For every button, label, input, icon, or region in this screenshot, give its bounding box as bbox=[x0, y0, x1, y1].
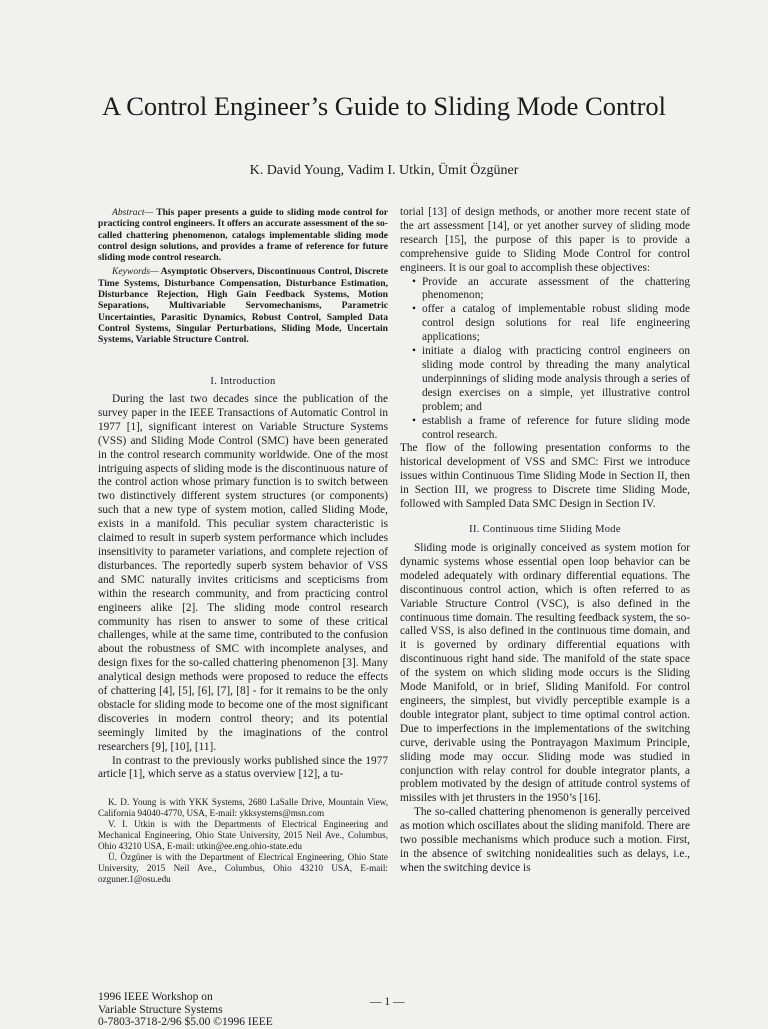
keywords-text: Asymptotic Observers, Discontinuous Control, Discrete Time Systems, Disturbance Compensation, Disturbance Estimation, Disturbance Rejection, High Gain Feedback Systems, Motion Separations, Multivariable Servomechanisms, Parametric Uncertainties, Parasitic Dynamics, Robust Control, Sampled Data Control Systems, Singular Perturbations, Sliding Mode, Uncertain Systems, Variable Structure Control. bbox=[98, 266, 388, 346]
objective-item: • establish a frame of reference for future sliding mode control research. bbox=[400, 415, 690, 443]
introduction-paragraph-1: During the last two decades since the publication of the survey paper in the IEEE Transactions of Automatic Control in 1977 [1], significant interest on Variable Structure Systems (VSS) and Sliding Mode Control (SMC) have been generated in the control research community worldwide. One of the most intriguing aspects of sliding mode is the discontinuous nature of the control action whose primary function is to switch between two distinctively different system structures (or components) such that a new type of system motion, called Sliding Mode, exists in a manifold. This peculiar system characteristic is claimed to result in superb system performance which includes insensitivity to parameter variations, and complete rejection of disturbances. The reportedly superb system behavior of VSS and SMC naturally invites criticisms and scepticisms from within the research community, and from practicing control engineers alike [2]. The sliding mode control research community has risen to answer to some of these critical challenges, while at the same time, contributed to the confusion about the robustness of SMC with incomplete analyses, and design fixes for the so-called chattering phenomenon [3]. Many analytical design methods were proposed to reduce the effects of chattering [4], [5], [6], [7], [8] - for it remains to be the only obstacle for sliding mode to become one of the most significant discoveries in modern control theory; and its potential seemingly limited by the imaginations of the control researchers [9], [10], [11]. bbox=[98, 393, 388, 753]
keywords-label: Keywords— bbox=[112, 266, 159, 278]
objective-item: • offer a catalog of implementable robust sliding mode control design solutions for real life engineering applications; bbox=[400, 303, 690, 345]
right-paragraph-1: torial [13] of design methods, or another more recent state of the art assessment [14], or yet another survey of sliding mode research [15], the purpose of this paper is to provide a comprehensive guide to Sliding Mode Control for control engineers. It is our goal to accomplish these objectives: bbox=[400, 206, 690, 274]
footer-line-3: 0-7803-3718-2/96 $5.00 ©1996 IEEE bbox=[98, 1016, 273, 1028]
introduction-body bbox=[98, 393, 388, 782]
abstract-text: This paper presents a guide to sliding mode control for practicing control engineers. It offers an accurate assessment of the so-called chattering phenomenon, catalogs implementable sliding mode control design solutions, and provides a frame of reference for future sliding mode control research. bbox=[98, 207, 388, 264]
right-column-intro bbox=[400, 206, 690, 512]
continuous-time-body bbox=[400, 542, 690, 876]
right-paragraph-2: The flow of the following presentation conforms to the historical development of VSS and SMC: First we introduce issues within Continuous Time Sliding Mode in Section II, then in Section III, we progress to Discrete time Sliding Mode, followed with Sampled Data SMC Design in Section IV. bbox=[400, 442, 690, 511]
footer-line-2: Variable Structure Systems bbox=[98, 1003, 223, 1016]
objectives-list bbox=[400, 276, 690, 443]
abstract-label: Abstract— bbox=[112, 207, 154, 218]
footnote-utkin: V. I. Utkin is with the Departments of Electrical Engineering and Mechanical Engineering, Ohio State University, 2015 Neil Ave., Columbus, Ohio 43210 USA, E-mail: utkin@ee.eng.ohio-state.edu bbox=[98, 819, 388, 851]
abstract-paragraph bbox=[98, 207, 388, 263]
objective-item: • initiate a dialog with practicing control engineers on sliding mode control by threading the many analytical underpinnings of sliding mode analysis through a series of design exercises on a simple, yet illustrative control problem; and bbox=[400, 345, 690, 415]
footer-line-1: 1996 IEEE Workshop on bbox=[98, 991, 213, 1003]
section-heading-continuous-time: II. Continuous time Sliding Mode bbox=[469, 524, 621, 535]
page-number: — 1 — bbox=[370, 996, 405, 1008]
section-heading-introduction: I. Introduction bbox=[210, 376, 276, 387]
keywords-paragraph bbox=[98, 266, 388, 345]
paper-title: A Control Engineer’s Guide to Sliding Mode Control bbox=[101, 91, 667, 121]
footnote-young: K. D. Young is with YKK Systems, 2680 LaSalle Drive, Mountain View, California 94040-4770, USA, E-mail: ykksystems@msn.com bbox=[98, 797, 388, 818]
conference-footer bbox=[98, 991, 273, 1029]
introduction-paragraph-2: In contrast to the previously works published since the 1977 article [1], which serve as a status overview [12], a tu- bbox=[98, 754, 388, 781]
objective-item: • Provide an accurate assessment of the chattering phenomenon; bbox=[400, 276, 690, 304]
footnote-ozguner: Ü. Özgüner is with the Department of Electrical Engineering, Ohio State University, 2015 Neil Ave., Columbus, Ohio 43210 USA, E-mail: ozguner.1@osu.edu bbox=[98, 852, 388, 884]
continuous-paragraph-2: The so-called chattering phenomenon is generally perceived as motion which oscillates about the sliding manifold. There are two possible mechanisms which produce such a motion. First, in the absence of switching nonidealities such as delays, i.e., when the switching device is bbox=[400, 806, 690, 874]
footnotes bbox=[98, 797, 388, 885]
paper-authors: K. David Young, Vadim I. Utkin, Ümit Özgüner bbox=[249, 163, 519, 178]
continuous-paragraph-1: Sliding mode is originally conceived as system motion for dynamic systems whose essential open loop behavior can be modeled adequately with ordinary differential equations. The discontinuous control action, which is often referred to as Variable Structure Control (VSC), is also defined in the continuous time domain. The resulting feedback system, the so-called VSS, is also defined in the continuous time domain, and it is governed by ordinary differential equations with discontinuous right hand side. The manifold of the state space of the system on which sliding mode occurs is the Sliding Mode Manifold, or in brief, Sliding Manifold. For control engineers, the simplest, but vividly perceptible example is a double integrator plant, subject to time optimal control action. Due to imperfections in the implementations of the switching curve, derivable using the Pontrayagon Maximum Principle, sliding mode may occur. Sliding mode was studied in conjunction with relay control for double integrator plants, a problem motivated by the design of attitude control systems of missiles with jet thrusters in the 1950’s [16]. bbox=[400, 542, 690, 805]
abstract-block bbox=[98, 207, 388, 346]
